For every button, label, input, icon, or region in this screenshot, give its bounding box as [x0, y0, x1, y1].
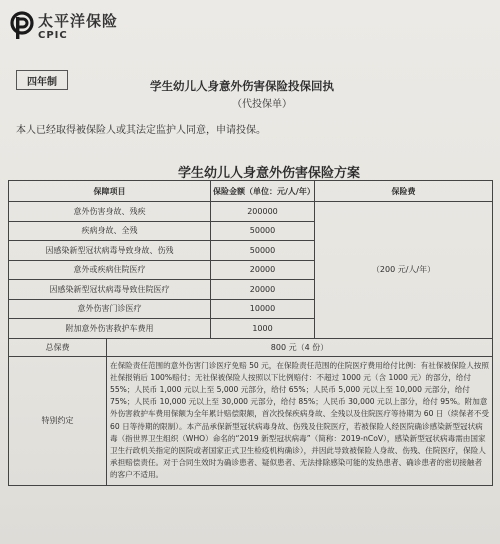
company-logo: [10, 10, 118, 41]
header-item: 保障项目: [9, 181, 211, 202]
table-header-row: [9, 181, 493, 202]
cpic-logo-icon: [10, 11, 34, 41]
coverage-amount: 1000: [211, 319, 315, 339]
coverage-item: 因感染新型冠状病毒导致住院医疗: [9, 280, 211, 300]
coverage-item: 意外伤害门诊医疗: [9, 299, 211, 319]
coverage-item: 疾病身故、全残: [9, 221, 211, 241]
coverage-amount: 20000: [211, 260, 315, 280]
coverage-amount: 200000: [211, 202, 315, 222]
coverage-item: 意外或疾病住院医疗: [9, 260, 211, 280]
coverage-amount: 50000: [211, 241, 315, 261]
premium-value: （200 元/人/年）: [315, 202, 493, 339]
plan-title: 学生幼儿人身意外伤害保险方案: [178, 166, 361, 181]
coverage-amount: 50000: [211, 221, 315, 241]
logo-chinese-name: 太平洋保险: [38, 12, 119, 30]
header-amount: 保险金额（单位：元/人/年）: [211, 181, 315, 202]
plan-table: [8, 180, 493, 486]
special-terms-label: 特别约定: [9, 356, 107, 485]
consent-statement: 本人已经取得被保险人或其法定监护人同意，申请投保。: [16, 125, 266, 136]
coverage-amount: 20000: [211, 280, 315, 300]
total-label: 总保费: [9, 338, 107, 356]
form-title: 学生幼儿人身意外伤害保险投保回执: [150, 79, 334, 93]
coverage-item: 附加意外伤害救护车费用: [9, 319, 211, 339]
special-terms-text: 在保险责任范围的意外伤害门诊医疗免赔 50 元，在保险责任范围的住院医疗费用给付比例：有社保被保险人按照社保报销后 100%赔付；无社保被保险人按照以下比例赔付：不超过 1000 元（含 1000 元）的部分，给付 55%；人民币 1,000 元以上至 5,000 元部分，给付 65%；人民币 5,000 元以上至 10,000 元部分，给付 75%；人民币 10,000 元以上至 30,000 元部分，给付 85%；人民币 30,000 元以上部分，给付 95%。附加意外伤害救护车费用保额为全年累计赔偿限额，首次投保疾病身故、全残以及住院医疗等待期为 60 日（续保者不受 60 日等待期的限制）。本产品承保新型冠状病毒身故、伤残及住院医疗，若被保险人经医院确诊感染新型冠状病毒（指世界卫生组织（WHO）命名的“2019 新型冠状病毒”（简称：2019-nCoV），感染新型冠状病毒需由国家卫生行政机关指定的医院或者国家正式卫生检疫机构确诊），并因此导致被保险人身故、伤残、住院医疗，保险人承担赔偿责任。对于合同生效时为确诊患者、疑似患者、无法排除感染可能的发热患者、确诊患者的密切接触者的客户不适用。: [107, 356, 493, 485]
coverage-item: 因感染新型冠状病毒导致身故、伤残: [9, 241, 211, 261]
coverage-amount: 10000: [211, 299, 315, 319]
program-tag: 四年制: [16, 70, 68, 90]
table-row: [9, 202, 493, 222]
header-premium: 保险费: [315, 181, 493, 202]
total-value: 800 元（4 份）: [107, 338, 493, 356]
coverage-item: 意外伤害身故、残疾: [9, 202, 211, 222]
special-terms-row: [9, 356, 493, 485]
total-row: [9, 338, 493, 356]
form-subtitle: （代投保单）: [232, 99, 292, 110]
logo-english-name: CPIC: [38, 30, 68, 41]
